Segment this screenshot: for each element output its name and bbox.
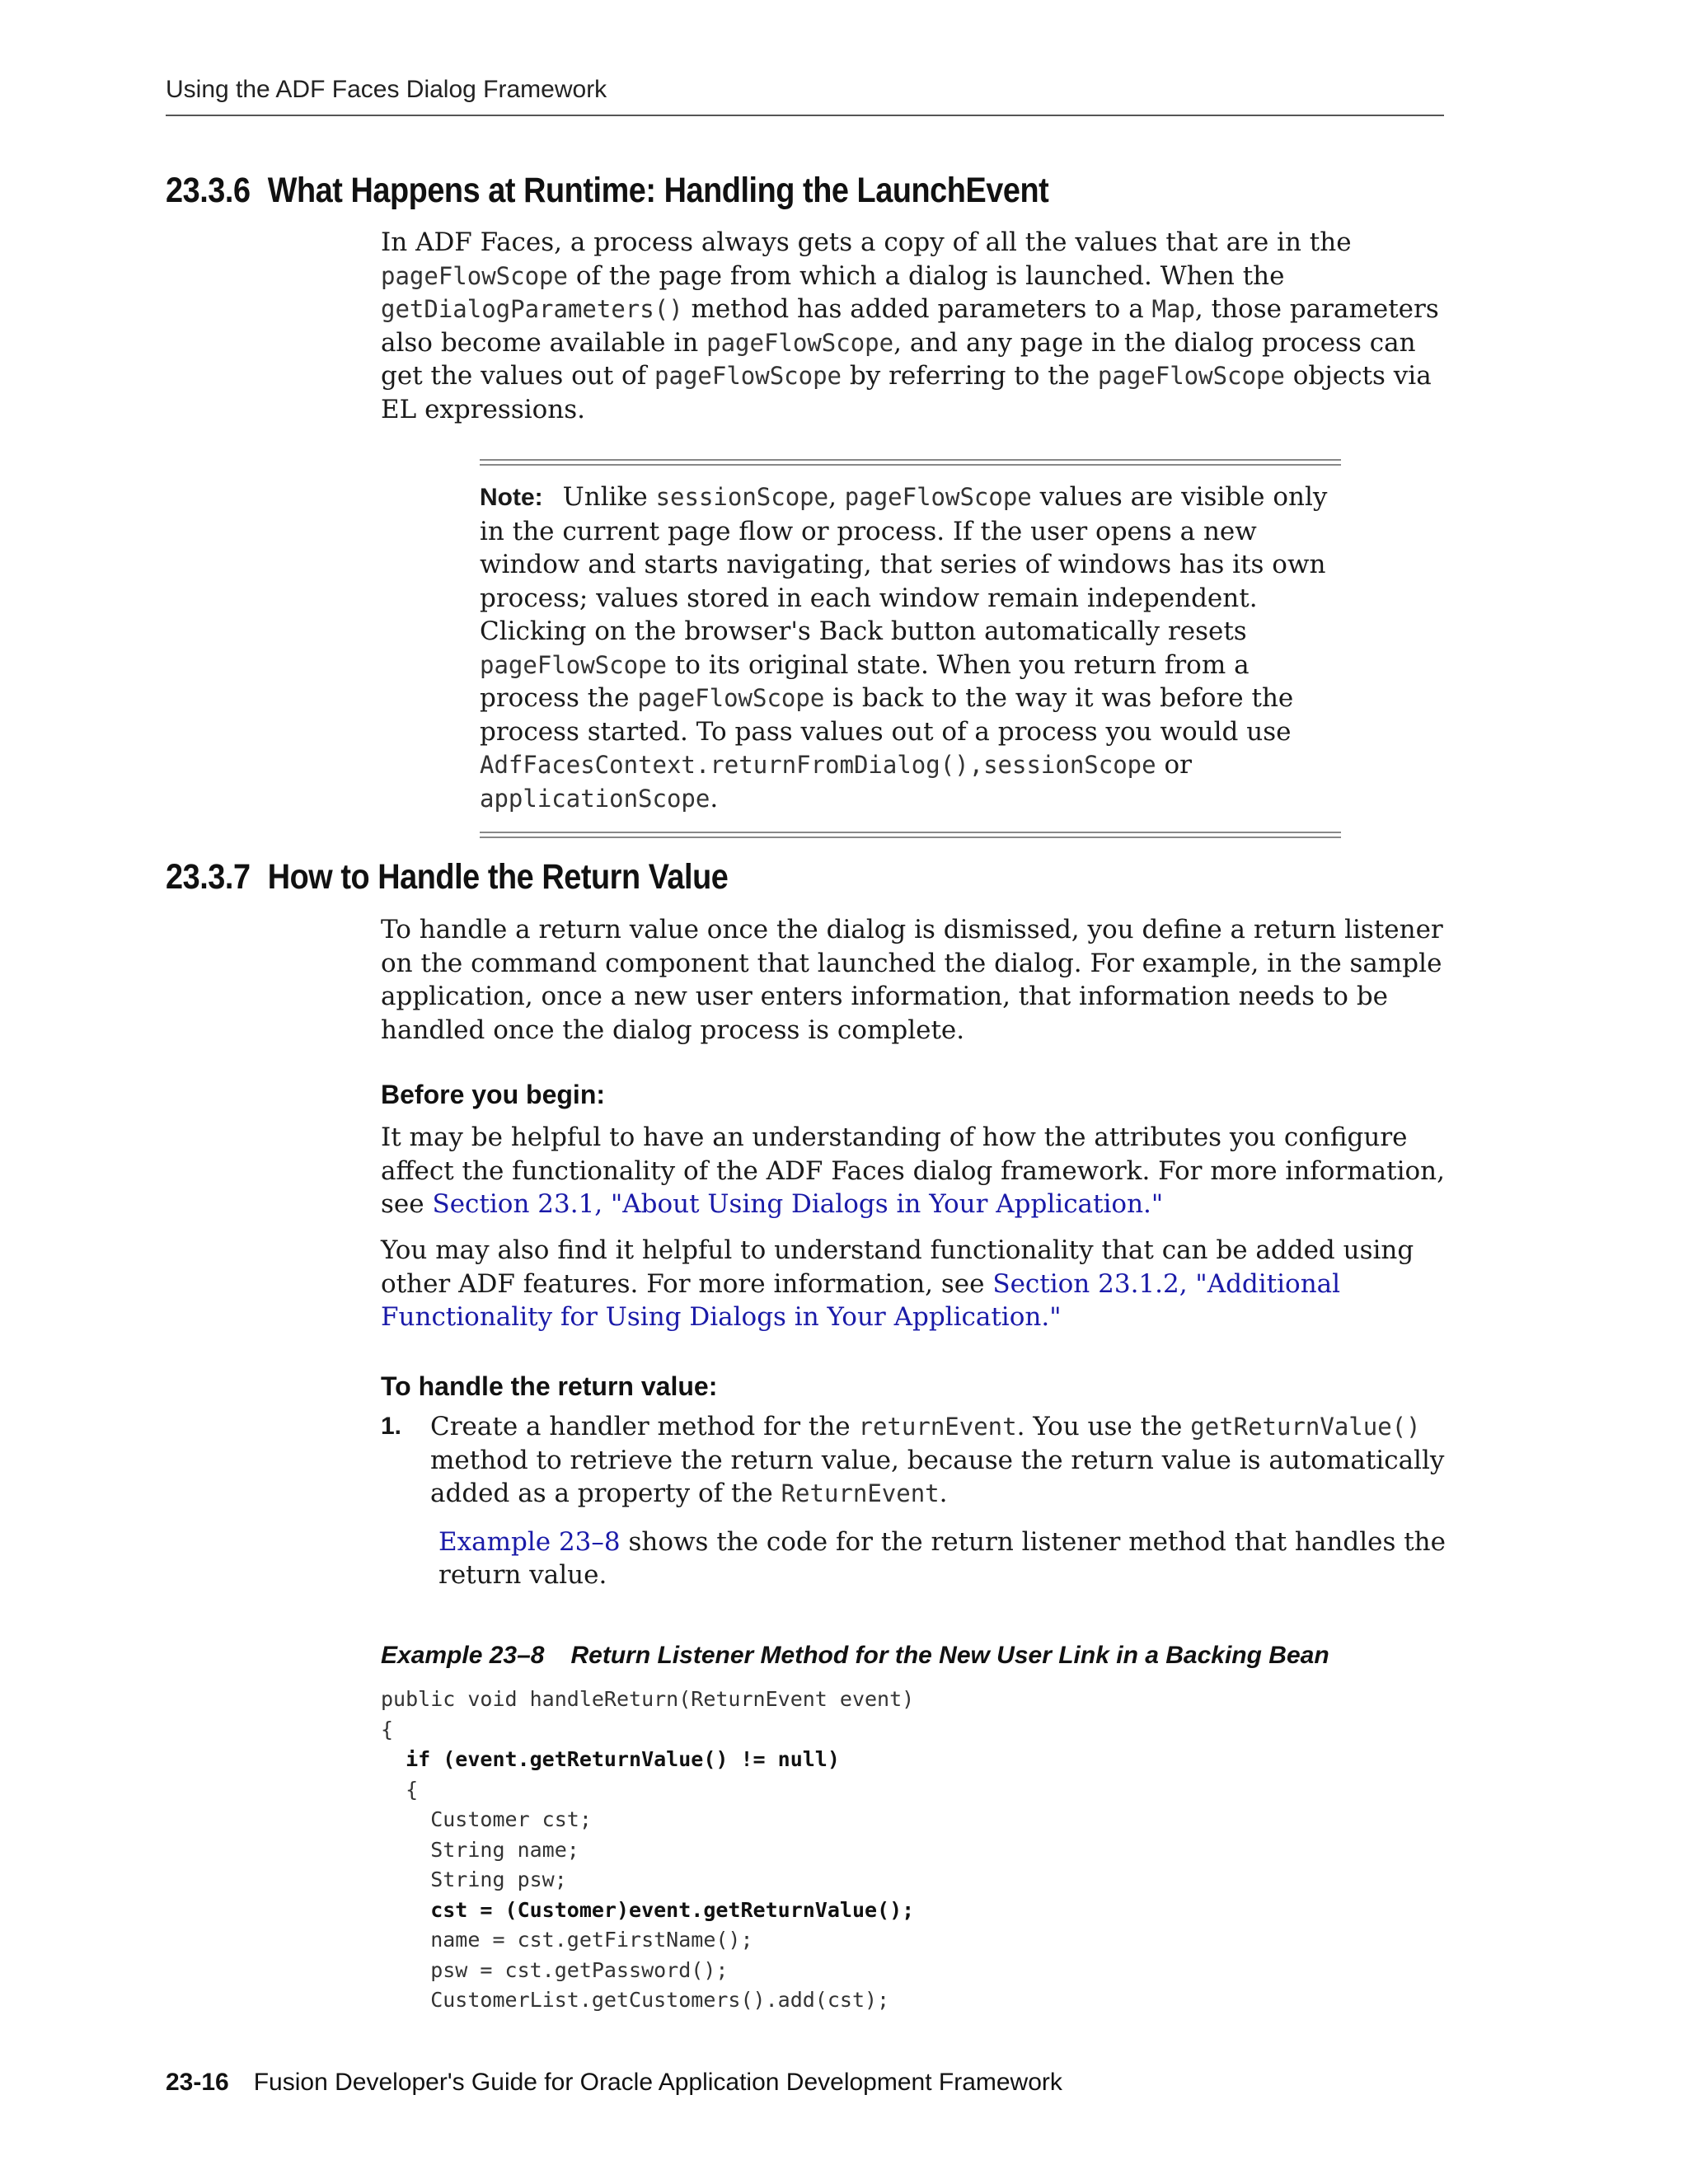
text-run: of the page from which a dialog is launched. When the [567, 260, 1285, 291]
note-bottom-rule-2 [480, 837, 1341, 838]
code-line: String name; [381, 1837, 579, 1862]
book-title: Fusion Developer's Guide for Oracle Application Development Framework [253, 2069, 1062, 2096]
text-run: method to retrieve the return value, because the return value is automatically added as a property of the [430, 1445, 1445, 1508]
code-term: pageFlowScope [706, 328, 894, 357]
text-run: , those parameters also become available in [381, 294, 1439, 358]
code-line: name = cst.getFirstName(); [381, 1928, 753, 1952]
example-caption: Return Listener Method for the New User Link in a Backing Bean [570, 1642, 1329, 1669]
text-run: method has added parameters to a [682, 294, 1152, 324]
code-term: sessionScope [655, 483, 829, 511]
code-term: pageFlowScope [654, 362, 842, 390]
note-label: Note: [480, 484, 543, 511]
note-bottom-rule [480, 832, 1341, 833]
text-run: by referring to the [842, 361, 1098, 391]
code-term: pageFlowScope [381, 261, 568, 290]
code-line: cst = (Customer)event.getReturnValue(); [381, 1897, 915, 1922]
text-run: In ADF Faces, a process always gets a copy of all the values that are in the [381, 227, 1352, 257]
code-term: pageFlowScope [480, 650, 667, 679]
before-you-begin-heading: Before you begin: [381, 1080, 606, 1109]
text-run: , [828, 482, 845, 512]
section-heading-23-3-6 [166, 171, 1048, 211]
code-line: { [381, 1717, 394, 1741]
text-run: shows the code for the return listener method that handles the return value. [438, 1526, 1446, 1590]
code-line: if (event.getReturnValue() != null) [381, 1747, 840, 1771]
header-rule [166, 115, 1444, 116]
note-box [480, 459, 1341, 838]
text-run: You may also find it helpful to understand functionality that can be added using other ADF features. For more information, see [381, 1235, 1414, 1299]
code-term: AdfFacesContext.returnFromDialog(),sessionScope [480, 751, 1156, 779]
code-block [381, 1685, 914, 2016]
text-run: . You use the [1016, 1412, 1191, 1441]
code-line: String psw; [381, 1868, 567, 1891]
runtime-paragraph [381, 226, 1448, 426]
example-23-8-link[interactable]: Example 23–8 [438, 1526, 621, 1557]
running-head: Using the ADF Faces Dialog Framework [166, 76, 607, 103]
code-line: Customer cst; [381, 1807, 592, 1831]
text-run: objects via EL expressions. [381, 361, 1432, 424]
step-text [430, 1410, 1448, 1592]
intro-paragraph [381, 913, 1448, 1047]
section-23-1-link[interactable]: Section 23.1, "About Using Dialogs in Your Application." [432, 1189, 1164, 1219]
note-text [480, 480, 1341, 815]
code-term: applicationScope [480, 784, 710, 813]
example-number: Example 23–8 [381, 1642, 545, 1669]
intro-text: To handle a return value once the dialog is dismissed, you define a return listener on the command component that launched the dialog. For example, in the sample application, once a new user enters information, that information needs to be handled once the dialog process is complete. [381, 915, 1443, 1045]
note-top-rule [480, 459, 1341, 461]
code-line: CustomerList.getCustomers().add(cst); [381, 1988, 890, 2012]
text-run: or [1156, 750, 1192, 780]
note-top-rule-2 [480, 464, 1341, 466]
code-term: getReturnValue() [1190, 1413, 1421, 1441]
section-number: 23.3.6 [166, 171, 251, 210]
code-line: { [381, 1777, 419, 1802]
example-title [381, 1642, 1329, 1670]
code-line: public void handleReturn(ReturnEvent event) [381, 1687, 915, 1711]
step-1 [381, 1410, 1448, 1591]
text-run: is back to the way it was before the process started. To pass values out of a process you would use [480, 683, 1294, 747]
before-paragraph-2 [381, 1234, 1448, 1334]
code-term: pageFlowScope [637, 684, 825, 712]
section-title: How to Handle the Return Value [267, 857, 729, 897]
procedure-heading: To handle the return value: [381, 1371, 718, 1401]
text-run: Unlike [562, 482, 656, 512]
code-term: pageFlowScope [844, 483, 1032, 511]
section-heading-23-3-7 [166, 857, 728, 898]
page-footer [166, 2069, 1062, 2097]
code-term: getDialogParameters() [381, 295, 683, 323]
text-run: Create a handler method for the [430, 1412, 859, 1441]
step-number: 1. [381, 1413, 402, 1440]
code-term: ReturnEvent [781, 1479, 940, 1507]
page-number: 23-16 [166, 2069, 229, 2096]
text-run: values are visible only in the current page flow or process. If the user opens a new window and starts navigating, that series of windows has its own process; values stored in each window remain independent. Clicking on the browser's Back button automatically resets [480, 482, 1328, 646]
text-run: . [710, 783, 719, 813]
code-line: psw = cst.getPassword(); [381, 1957, 729, 1982]
section-number: 23.3.7 [166, 857, 251, 897]
text-run: to its original state. When you return from a process the [480, 649, 1250, 713]
text-run: , and any page in the dialog process can get the values out of [381, 327, 1416, 391]
section-title: What Happens at Runtime: Handling the LaunchEvent [267, 171, 1049, 210]
text-run: It may be helpful to have an understanding of how the attributes you configure affect the functionality of the ADF Faces dialog framework. For more information, see [381, 1122, 1445, 1219]
text-run: . [939, 1479, 948, 1508]
before-paragraph-1 [381, 1121, 1448, 1221]
section-23-1-2-link[interactable]: Section 23.1.2, "Additional Functionality for Using Dialogs in Your Application." [381, 1268, 1341, 1332]
code-term: Map [1151, 295, 1195, 323]
code-term: returnEvent [858, 1413, 1017, 1441]
code-term: pageFlowScope [1097, 362, 1285, 390]
